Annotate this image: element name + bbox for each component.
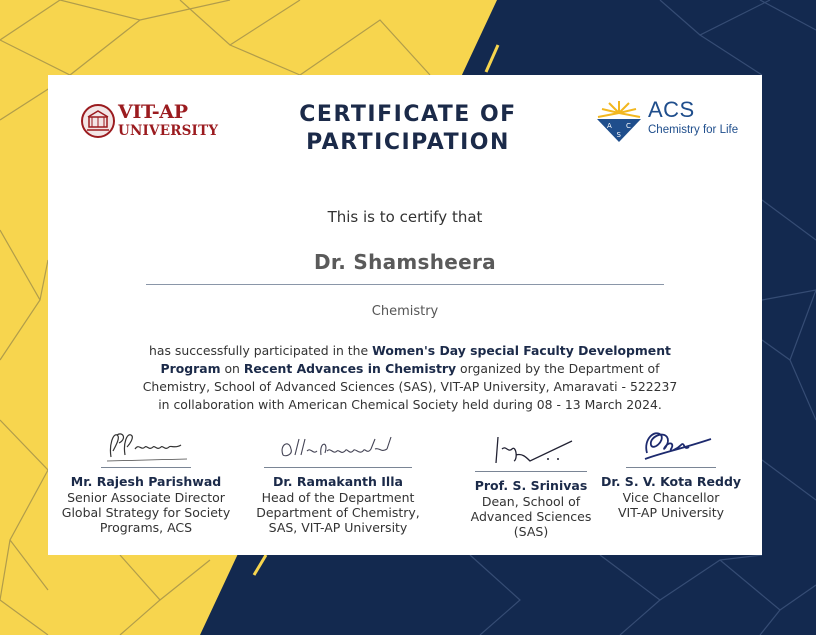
signatory-role-1a: Senior Associate Director <box>67 490 225 505</box>
body-part-3: organized by the Department of Chemistry, School of Advanced Sciences (SAS), VIT-AP University, Amaravati - 522237 in collaboration with American Chemical Society held during 08 - 13 March 2024. <box>142 361 678 412</box>
acs-tagline: Chemistry for Life <box>648 124 739 136</box>
name-underline <box>146 284 664 285</box>
signatory-role-2c: SAS, VIT-AP University <box>268 520 408 535</box>
signature-4-image <box>621 423 721 467</box>
signatory-2 <box>248 425 428 535</box>
signatory-name-3: Prof. S. Srinivas <box>474 478 588 493</box>
vit-ap-university-label: UNIVERSITY <box>118 123 219 139</box>
svg-text:S: S <box>616 131 621 139</box>
signature-3-image <box>476 431 586 471</box>
certificate-title <box>273 101 543 157</box>
recipient-department: Chemistry <box>371 304 439 319</box>
signatory-role-1b: Global Strategy for Society <box>61 505 231 520</box>
signatory-role-3c: (SAS) <box>513 524 549 539</box>
signatory-role-1c: Programs, ACS <box>99 520 193 535</box>
signature-line-1 <box>101 467 191 468</box>
vit-ap-name: VIT-AP <box>118 101 188 123</box>
signatory-role-3b: Advanced Sciences <box>470 509 592 524</box>
signatory-name-4: Dr. S. V. Kota Reddy <box>600 474 742 489</box>
event-name: Women's Day special Faculty Development Program <box>160 343 671 376</box>
signatory-4 <box>586 423 756 520</box>
signature-1-image <box>101 425 191 467</box>
vit-ap-logo <box>78 99 218 143</box>
signatory-role-4b: VIT-AP University <box>617 505 725 520</box>
body-part-2: on <box>220 361 244 376</box>
signatory-role-2a: Head of the Department <box>261 490 415 505</box>
signature-line-2 <box>264 467 412 468</box>
signatory-role-4a: Vice Chancellor <box>622 490 720 505</box>
signatory-1 <box>46 425 246 535</box>
acs-logo <box>594 97 754 145</box>
acs-emblem-icon <box>594 99 644 143</box>
vit-emblem-icon <box>80 103 116 139</box>
svg-text:A: A <box>607 122 612 130</box>
signature-line-3 <box>475 471 587 472</box>
recipient-name: Dr. Shamsheera <box>314 250 496 274</box>
title-line-2: PARTICIPATION <box>306 130 510 155</box>
signature-2-image <box>263 425 413 467</box>
certificate-card <box>48 75 762 555</box>
signature-line-4 <box>626 467 716 468</box>
acs-name: ACS <box>648 97 695 122</box>
signatory-role-2b: Department of Chemistry, <box>256 505 420 520</box>
signatory-name-2: Dr. Ramakanth Illa <box>273 474 403 489</box>
signatory-name-1: Mr. Rajesh Parishwad <box>70 474 222 489</box>
certificate-body <box>140 342 680 414</box>
certify-intro: This is to certify that <box>327 208 483 226</box>
body-part-1: has successfully participated in the <box>149 343 373 358</box>
signatory-role-3a: Dean, School of <box>481 494 581 509</box>
svg-text:C: C <box>626 122 631 130</box>
title-line-1: CERTIFICATE OF <box>299 102 517 127</box>
event-topic: Recent Advances in Chemistry <box>243 361 457 376</box>
